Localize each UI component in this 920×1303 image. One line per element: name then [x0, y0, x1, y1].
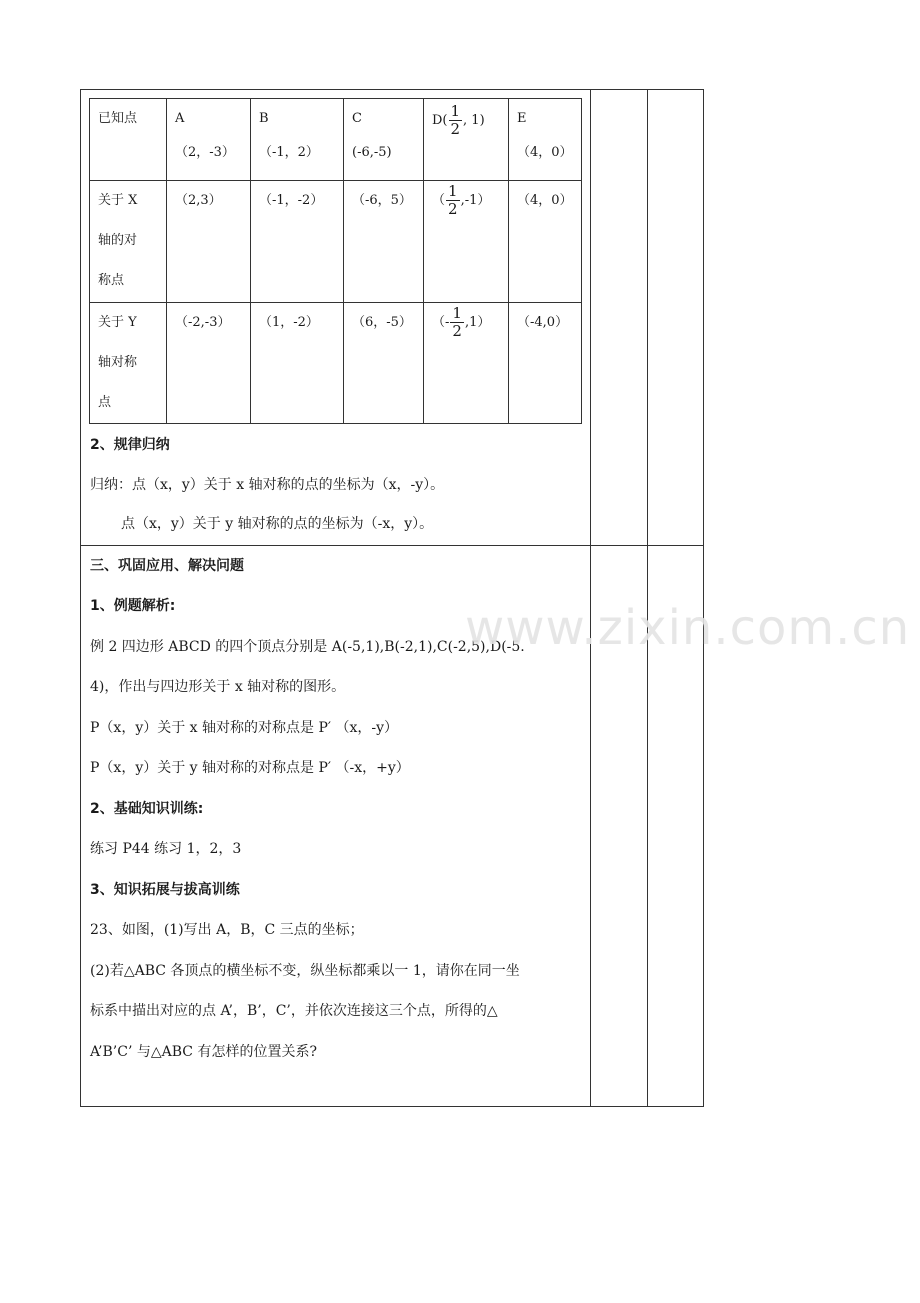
coordinate-table	[89, 98, 582, 424]
practice-line: 练习 P44 练习 1，2，3	[90, 841, 242, 857]
cell-b: B （-1，2）	[251, 99, 344, 181]
column-divider-2	[647, 90, 648, 1106]
fraction: $\frac{1}{2}$	[450, 102, 461, 138]
section2-heading: 2、规律归纳	[90, 437, 170, 453]
section-divider	[81, 545, 703, 546]
rule-x: P（x，y）关于 x 轴对称的对称点是 P′ （x，-y）	[90, 720, 399, 736]
table-row-x	[90, 181, 582, 303]
cell-c: C (-6,-5)	[344, 99, 424, 181]
row-y-a: （-2,-3）	[167, 303, 251, 424]
question-23: 23、如图，(1)写出 A，B，C 三点的坐标；	[90, 922, 364, 938]
row-y-c: （6，-5）	[344, 303, 424, 424]
row-x-a: （2,3）	[167, 181, 251, 303]
cell-e: E （4，0）	[509, 99, 582, 181]
row-y-e: （-4,0）	[509, 303, 582, 424]
section2-line2: 点（x，y）关于 y 轴对称的点的坐标为（-x，y）。	[121, 516, 434, 532]
table-row-header	[90, 99, 582, 181]
example-line2: 4)，作出与四边形关于 x 轴对称的图形。	[90, 679, 346, 695]
rule-y: P（x，y）关于 y 轴对称的对称点是 P′ （-x，+y）	[90, 760, 410, 776]
cell-a: A （2，-3）	[167, 99, 251, 181]
row-x-d: （ $\frac{1}{2}$ ,-1）	[424, 181, 509, 303]
fraction: $\frac{1}{2}$	[452, 304, 462, 340]
table-row-y	[90, 303, 582, 424]
row-x-e: （4，0）	[509, 181, 582, 303]
section2-line1: 归纳：点（x，y）关于 x 轴对称的点的坐标为（x，-y）。	[90, 477, 445, 493]
row-x-c: （-6，5）	[344, 181, 424, 303]
row-y-b: （1，-2）	[251, 303, 344, 424]
section3-sub2: 2、基础知识训练:	[90, 801, 204, 817]
row-x-label: 关于 X 轴的对 称点	[90, 181, 167, 303]
cell-d: D( $\frac{1}{2}$ , 1)	[424, 99, 509, 181]
header-label: 已知点	[90, 99, 167, 181]
section3-heading: 三、巩固应用、解决问题	[90, 558, 244, 574]
question-23-part2-line1: (2)若△ABC 各顶点的横坐标不变，纵坐标都乘以一 1，请你在同一坐	[90, 963, 520, 979]
question-23-part2-line2: 标系中描出对应的点 A’，B’，C’，并依次连接这三个点，所得的△	[90, 1003, 498, 1019]
row-y-d: （- $\frac{1}{2}$ ,1）	[424, 303, 509, 424]
example-line1: 例 2 四边形 ABCD 的四个顶点分别是 A(-5,1),B(-2,1),C(-2,5),D(-5.	[90, 639, 525, 655]
row-x-b: （-1，-2）	[251, 181, 344, 303]
question-23-part2-line3: A’B’C’ 与△ABC 有怎样的位置关系?	[90, 1044, 317, 1060]
section3-sub1: 1、例题解析:	[90, 598, 176, 614]
watermark: www.zixin.com.cn	[465, 600, 911, 656]
fraction: $\frac{1}{2}$	[448, 182, 458, 218]
section3-sub3: 3、知识拓展与拔高训练	[90, 882, 240, 898]
row-y-label: 关于 Y 轴对称 点	[90, 303, 167, 424]
column-divider-1	[590, 90, 591, 1106]
lesson-table	[80, 89, 704, 1107]
